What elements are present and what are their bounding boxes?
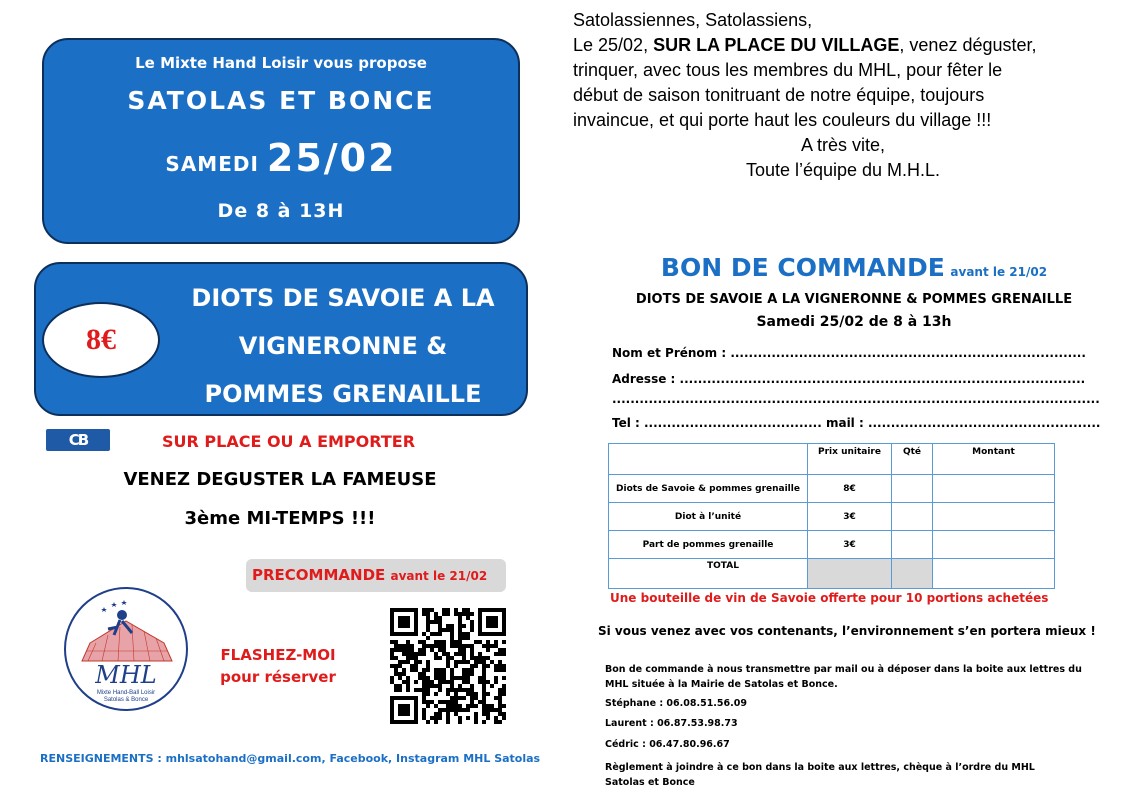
logo-sub2: Satolas & Bonce xyxy=(103,697,149,703)
intro-l2-bold: SUR LA PLACE DU VILLAGE xyxy=(653,35,900,55)
table-row xyxy=(609,475,1055,503)
logo-sub1: Mixte Hand-Ball Loisir xyxy=(96,690,156,696)
table-header-row xyxy=(609,444,1055,475)
tel-mail-field[interactable]: Tel : ....................................... mail : ................................................... xyxy=(612,416,1101,430)
banner-date xyxy=(44,135,518,189)
table-cell-amount[interactable] xyxy=(933,531,1055,559)
table-cell-label: Diots de Savoie & pommes grenaille xyxy=(609,475,808,503)
banner-village: SATOLAS ET BONCE xyxy=(127,86,435,115)
venez-text: VENEZ DEGUSTER LA FAMEUSE xyxy=(123,469,437,490)
table-cell-label: Part de pommes grenaille xyxy=(609,531,808,559)
table-cell-price: 3€ xyxy=(808,531,892,559)
flashez-line1: FLASHEZ-MOI xyxy=(220,646,336,664)
table-total-label: TOTAL xyxy=(609,559,808,589)
intro-line: Satolassiennes, Satolassiens, xyxy=(573,10,813,30)
event-banner xyxy=(42,38,520,244)
table-cell-qty[interactable] xyxy=(892,475,933,503)
bon-title-main: BON DE COMMANDE xyxy=(660,253,945,282)
adresse-field[interactable]: Adresse : ......................................................................................... xyxy=(612,372,1086,386)
mitemps-text: 3ème MI-TEMPS !!! xyxy=(184,508,376,529)
logo-text: MHL xyxy=(95,661,157,689)
contact-cedric: Cédric : 06.47.80.96.67 xyxy=(605,739,730,750)
table-cell-price: 8€ xyxy=(808,475,892,503)
nom-field[interactable]: Nom et Prénom : .............................................................................. xyxy=(612,346,1086,360)
table-cell-grey xyxy=(808,559,892,589)
intro-l2-post: , venez déguster, xyxy=(899,35,1037,55)
order-table xyxy=(608,443,1055,589)
menu-banner xyxy=(34,262,528,416)
sur-place-text: SUR PLACE OU A EMPORTER xyxy=(162,432,416,451)
precommande-deadline: avant le 21/02 xyxy=(390,569,488,583)
table-cell-amount[interactable] xyxy=(933,503,1055,531)
table-cell-grey xyxy=(892,559,933,589)
bouteille-offer: Une bouteille de vin de Savoie offerte pour 10 portions achetées xyxy=(610,591,1049,605)
table-cell-label: Diot à l’unité xyxy=(609,503,808,531)
intro-line: Toute l’équipe du M.H.L. xyxy=(745,160,941,180)
qr-code-icon[interactable] xyxy=(378,606,518,726)
bon-de-commande-title xyxy=(574,253,1123,282)
contenants-note: Si vous venez avec vos contenants, l’environnement s’en portera mieux ! xyxy=(598,624,1096,638)
banner-date-value: 25/02 xyxy=(266,136,397,180)
mhl-logo-icon xyxy=(62,585,190,713)
table-header xyxy=(609,444,808,475)
price-badge: 8€ xyxy=(42,302,160,378)
intro-line: trinquer, avec tous les membres du MHL, pour fêter le xyxy=(573,60,1003,80)
intro-line xyxy=(573,33,1113,58)
banner-hours: De 8 à 13H xyxy=(217,200,345,222)
contact-laurent: Laurent : 06.87.53.98.73 xyxy=(605,718,738,729)
contact-stephane: Stéphane : 06.08.51.56.09 xyxy=(605,698,747,709)
precommande-label: PRECOMMANDE xyxy=(252,566,386,584)
table-cell-price: 3€ xyxy=(808,503,892,531)
adresse-field-line2[interactable]: ........................................................................................................... xyxy=(612,392,1100,406)
flashez-line2: pour réserver xyxy=(220,668,336,686)
table-cell-amount[interactable] xyxy=(933,475,1055,503)
bon-title-deadline: avant le 21/02 xyxy=(950,265,1048,279)
table-row xyxy=(609,531,1055,559)
intro-line: début de saison tonitruant de notre équipe, toujours xyxy=(573,85,985,105)
flashez-text xyxy=(196,644,360,688)
table-total-row xyxy=(609,559,1055,589)
precommande-badge xyxy=(246,559,506,592)
table-header: Prix unitaire xyxy=(808,444,892,475)
cb-card-icon: CB xyxy=(46,429,110,451)
bon-date: Samedi 25/02 de 8 à 13h xyxy=(756,314,952,330)
intro-message xyxy=(573,8,1113,183)
renseignements-text: RENSEIGNEMENTS : mhlsatohand@gmail.com, Facebook, Instagram MHL Satolas xyxy=(40,752,541,765)
table-row xyxy=(609,503,1055,531)
banner-intro: Le Mixte Hand Loisir vous propose xyxy=(135,54,427,72)
menu-title-line: DIOTS DE SAVOIE A LA xyxy=(191,284,495,312)
bon-subtitle: DIOTS DE SAVOIE A LA VIGNERONNE & POMMES GRENAILLE xyxy=(635,292,1073,307)
table-cell-qty[interactable] xyxy=(892,503,933,531)
transmettre-note: Bon de commande à nous transmettre par mail ou à déposer dans la boite aux lettres du MHL située à la Mairie de Satolas et Bonce. xyxy=(605,664,1082,690)
intro-l2-pre: Le 25/02, xyxy=(573,35,654,55)
menu-title-line: VIGNERONNE & xyxy=(238,332,448,360)
banner-day: SAMEDI xyxy=(165,152,259,176)
reglement-note: Règlement à joindre à ce bon dans la boite aux lettres, chèque à l’ordre du MHL Satolas et Bonce xyxy=(605,762,1035,788)
intro-line: invaincue, et qui porte haut les couleurs du village !!! xyxy=(573,110,992,130)
table-cell-qty[interactable] xyxy=(892,531,933,559)
table-header: Montant xyxy=(933,444,1055,475)
menu-title-line: POMMES GRENAILLE xyxy=(204,380,482,408)
menu-title xyxy=(166,274,520,418)
table-total-amount[interactable] xyxy=(933,559,1055,589)
table-header: Qté xyxy=(892,444,933,475)
intro-line: A très vite, xyxy=(800,135,886,155)
